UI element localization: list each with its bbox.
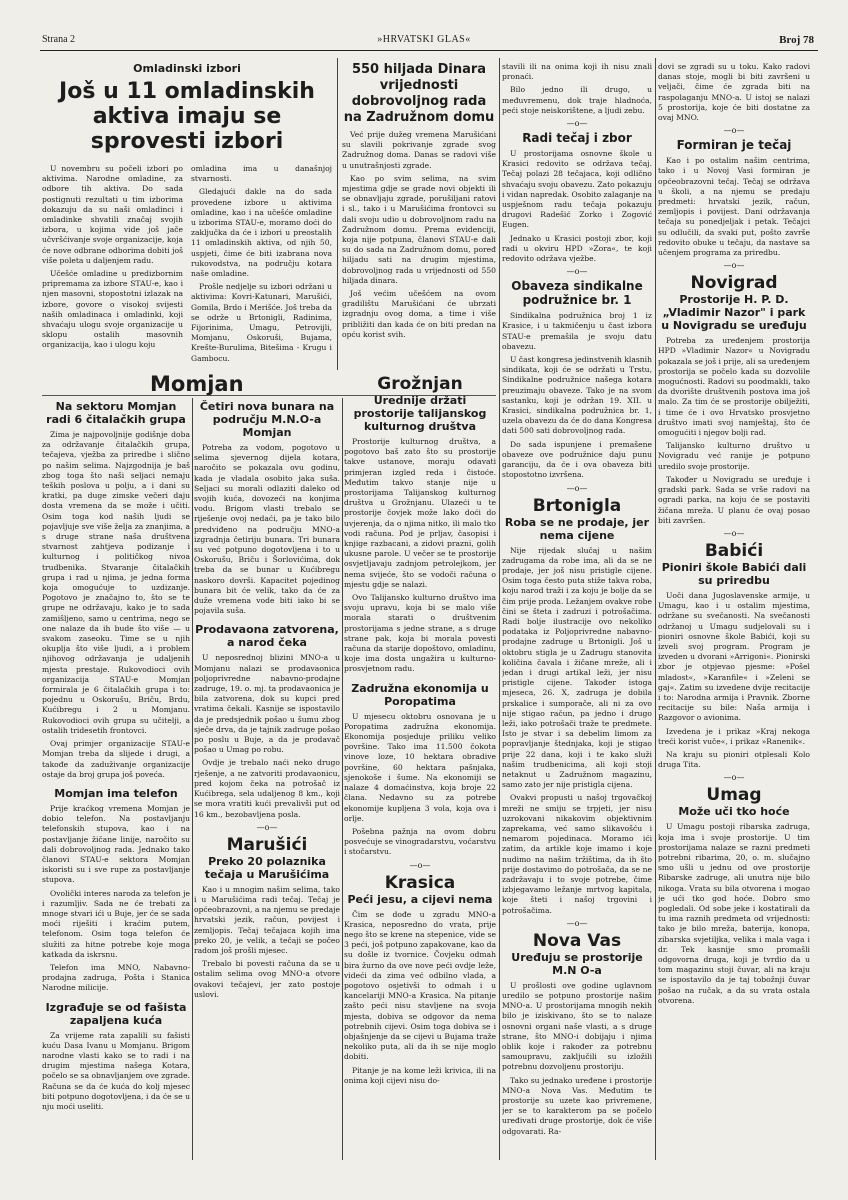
separator: —o— bbox=[256, 822, 278, 832]
omladinski-paragraph: Gledajući dakle na do sada provedene izbore u aktivima omladine, kao i na učešće omladine u izborima STAU-e, moramo doći do zaključka da će i izbori u preostalih 11 omladinskih aktiva, od njih 50, uspjeti, čime će biti izabrana nova rukovodstva, na području kotara naše omladine. bbox=[191, 187, 332, 279]
prodavaona-headline: Prodavaona zatvorena, a narod čeka bbox=[195, 623, 339, 650]
krasica-paragraph: Pitanje je na kome leži krivica, ili na onima koji cijevi nisu do- bbox=[344, 1065, 496, 1085]
telefon-paragraph: Telefon ima MNO, Nabavno-prodajna zadruga, Pošta i Stanica Narodne milicije. bbox=[42, 962, 190, 993]
column-rule bbox=[337, 58, 338, 370]
groznjan-headline: Urednije držati prostorije talijanskog kulturnog društva bbox=[353, 394, 487, 433]
groznjan-paragraph: Ovo Talijansko kulturno društvo ima svoju upravu, koja bi se malo više morala starati o društvenim prostorijama s jedne strane, a s druge strane pak, koja bi morala povesti računa da starije dopoštovo, omladinu, koje ima dosta ungažira u kulturno-prosvjetnom radu. bbox=[344, 593, 496, 674]
section-nova-vas: Nova Vas bbox=[532, 930, 622, 951]
babici-paragraph: Izvedena je i prikaz »Kraj nekoga treći korist vuče«, i prikaz »Ranenik«. bbox=[658, 726, 810, 746]
section-krasica: Krasica bbox=[384, 872, 456, 893]
formiran-paragraph: Kao i po ostalim našim centrima, tako i u Novoj Vasi formiran je općeobrazovni tečaj. Tečaj se održava u školi, a na njemu se predaju predmeti: hrvatski jezik, račun, zemljopis i povijest. Dani održavanja tečaja su ponedjeljak i petak. Tečajci su odlučili, da svaki put, pošto završe redovito obuke u tečaju, da nastave sa učenjem programa za priredbu. bbox=[658, 156, 810, 258]
section-babici: Babići bbox=[704, 540, 764, 561]
zadruzna-paragraph: Pošebna pažnja na ovom dobru posvećuje se vinogradarstvu, voćarstvu i stočarstvu. bbox=[344, 826, 496, 857]
column-rule bbox=[655, 58, 656, 1160]
prodavaona-paragraph: Ovdje je trebalo naći neko drugo rješenje, a ne zatvoriti prodavaonicu, pred kojom čeka na potrošač iz Kućibrega, sela udaljenog 8 km., koji se mora vratiti kući prevalivši put od 16 km., bezobavljena posla. bbox=[194, 758, 340, 819]
dinara-paragraph: Već prije dužeg vremena Marušićani su slavili pokrivanje zgrade svog Zadružnog doma. Danas se radovi više u unutrašnjosti zgrade. bbox=[342, 130, 496, 170]
novavas-headline: Uređuju se prostorije M.N O-a bbox=[511, 950, 643, 977]
telefon-paragraph: Ovolički interes naroda za telefon je i razumljiv. Sada ne će trebati za mnoge stvari ići u Buje, jer će se sada moći riješiti i kraćim putem, telefonom. Osim toga telefon će služiti za hitne potrebe koje moga katkada da iskrsnu. bbox=[42, 888, 190, 959]
krasica-continued: stavili ili na onima koji ih nisu znali pronaći. bbox=[502, 62, 652, 82]
krasica-headline: Peći jesu, a cijevi nema bbox=[347, 892, 493, 906]
babici-paragraph: Uoči dana Jugoslavenske armije, u Umagu, kao i u ostalim mjestima, održane su svečanosti. Na svečanosti održanoj u Umagu sudjelovali su i pioniri osnovne škole Babići, koji su izveli svoj program. Program je izveden u dvorani »Arrigoni«. Pionirski zbor je otpjevao pjesme: »Pošel mladost«, »Karanfile« i »Zeleni se gaj«. Zatim su izvedene dvije recitacije i to: Narodna armija i Pravnik. Zborne recitacije su bile: Naša armija i Razgovor o avionima. bbox=[658, 590, 810, 723]
cetiri-headline: Četiri nova bunara na području M.N.O-a Momjan bbox=[199, 400, 335, 439]
brtonigla-paragraph: Nije rijedak slučaj u našim zadrugama da robe ima, ali da se ne prodaje, jer još nisu pristigle cijene. Osim toga često puta stiže takva roba, koju narod traži i za koju je bolje da se čim prije proda. Ležanjem ovakve robe čini se šteta i zadruzi i potrošačima. Radi bolje ilustracije ovo nekoliko podataka iz Poljoprivredne nabavno-prodajne zadruge u Brtonigli. Još u oktobru stigla je u Zadrugu stanovita količina čavala i žičane mreže, ali i jedan i drugi artikal leži, jer nisu pristigle cijene. Također istoga mjeseca, 26. X, zadruga je dobila prskalice i sumporače, ali ni za ovo nije stigao račun, pa jedno i drugo leži, iako potrošači traže te predmete. Isto je stvar i sa debelim limom za popravljanje štednjaka, koji je stigao prije 22 dana, koji i te kako služi našim trudbenicima, ali koji stoji netaknut u Zadružnom magazinu, samo zato jer nije pristigla cijena. bbox=[502, 545, 652, 790]
telefon-paragraph: Prije kraćkog vremena Momjan je dobio telefon. Na postavljanju telefonskih stupova, kao i na postavljanje žičane linije, naročito su dali dobrovoljnog rada. Jednako tako članovi STAU-e sektora Momjan iskoristi su i sve rupe za postavljanje stupova. bbox=[42, 803, 190, 885]
omladinski-paragraph: U novembru su počeli izbori po aktivima. Narodne omladine, za odbore tih aktiva. Do sada postignuti rezultati u tim izborima dokazuju da su naši omladinci i omladinke shvatili značaj svojih izbora, u kojima vide još jače učvršćivanje svoje organizacije, koja će nove odbrane odborima dobiti još više poleta u daljenjem radu. bbox=[42, 164, 183, 265]
brtonigla-headline: Roba se ne prodaje, jer nema cijene bbox=[504, 515, 650, 542]
section-umag: Umag bbox=[706, 785, 762, 806]
column-rule bbox=[499, 58, 500, 1160]
umag-paragraph: U Umagu postoji ribarska zadruga, koja ima i svoje prostorije. U tim prostorijama nalaze se razni predmeti potrebni ribarima, 20, o. m. slučajno smo ušli u jednu od ove prostorije Ribarske zadruge, ali unutra nije bilo nikoga. Vrata su bila otvorena i mogao je ući tko god hoće. Dobro smo pogledali. Od sobe jeke i kostatirali da tu ima raznih predmeta od vrijednosti: tako je bilo mreža, baterija, konopa, zibarska svjetiljka, velika i mala vaga i dr. Tek kasnije smo promašli odgovorna druga, koji je tvrdio da u tom magazinu stoji čuvar, ali na kraju se ispostavilo da je taj tobožnji čuvar pošao na ručak, a da su vrata ostala otvorena. bbox=[658, 822, 810, 1005]
section-momjan: Momjan bbox=[150, 372, 244, 396]
sektor-paragraph: Ovaj primjer organizacije STAU-e Momjan treba da slijede i drugi, a takođe da zaduživanje organizacije ostaje da broj grupa još poveća. bbox=[42, 739, 190, 779]
separator: —o— bbox=[723, 773, 745, 783]
novavas-paragraph: U prošlosti ove godine uglavnom uredilo se potpuno prostorije našim MNO-a. U prostorijama mnogih nekih bilo je iziskivano, što se to nalaze osnovni organi naše vlasti, a s druge strane, što MNO-i dobijaju i njima oblik koje i rakođer za potrebnu samoupravu, zaključili su izložili potrebnu dozvoljenu prostoriju. bbox=[502, 980, 652, 1072]
brtonigla-column bbox=[502, 62, 652, 1160]
page-header bbox=[0, 30, 848, 50]
novavas-paragraph: Tako su jednako uređene i prostorije MNO-a Nova Vas. Međutim te prostorije su uzete kao privremene, jer se to karakterom pa se počelo uređivati druge prostorije, dok će više odgovarati. Ra- bbox=[502, 1075, 652, 1136]
dinara-paragraph: Kao po svim selima, na svim mjestima gdje se grade novi objekti ili se obnavljaju zgrade, porušiljani ratovi i sl., tako i u Marušićima frontovci su dali svoju udio u dobrovoljnom radu na Zadružnom domu. Prema evidenciji, koja nije potpuna, članovi STAU-e dali su do sada na Zadružnom domu, poređ hiljadu sati na drugim mjestima, dobrovoljnog rada u vrijednosti od 550 hiljada dinara. bbox=[342, 173, 496, 285]
groznjan-paragraph: Prostorije kulturnog društva, a pogotovo baš zato što su prostorije takve ustanove, moraju odavati primjeran izgled reda i čistoće. Međutim takvo stanje nije u prostorijama Talijanskog kulturnog društva u Grožnjanu. Ulazeći u te prostorije čovjek može lako doći do uvjerenja, da o njima nitko, ili malo tko vodi računa. Pod je prljav, časopisi i knjige razbacani, a zidovi prazni, golih ukusne parole. U večer se te prostorije osvjetljavaju zadnjom petrolejkom, jer nema svijeće, što se vodoči računa o mjestu gdje se nalazi. bbox=[344, 437, 496, 589]
momjan-column bbox=[42, 400, 190, 1160]
dinara-article bbox=[342, 62, 496, 370]
omladinski-headline: Još u 11 omladinskih aktiva imaju se sprovesti izbori bbox=[59, 79, 315, 154]
novigrad-paragraph: Također u Novigradu se uređuje i gradski park. Sada se vrše radovi na ogradi parka, na koju će se postaviti žičana mreža. U planu će ovaj posao biti završen. bbox=[658, 474, 810, 525]
obaveza-headline: Obaveza sindikalne podružnice br. 1 bbox=[511, 279, 643, 308]
obaveza-paragraph: Sindikalna podružnica broj 1 iz Krasice, i u takmičenju u čast izbora STAU-e premašila je svoju datu obavezu. bbox=[502, 311, 652, 351]
izgradnja-paragraph: Za vrijeme rata zapalili su fašisti kuću Dasa Ivanu u Momjanu. Brigom narodne vlasti kako se to radi i na drugim mjestima našega Kotara, počelo se sa obnavljanjem ove zgrade. Računa se da će kuća do kolj mjesec biti potpuno dogotovljena, i da će se u nju moći useliti. bbox=[42, 1030, 190, 1111]
prodavaona-paragraph: U neposrednoj blizini MNO-a u Momjanu nalazi se prodavaonica poljoprivredne nabavno-prodajne zadruge, 19. o. mj. ta prodavaonica je bila zatvorena, dok su kupci pred vratima čekali. Kasnije se ispostavilo da je predsjednik pošao u šumu zbog sječe drva, da je tajnik zadruge pošao po poslu u Buje, a da je prodavač pošao u Umag po robu. bbox=[194, 653, 340, 755]
krasica-paragraph: Čim se dođe u zgradu MNO-a Krasica, neposredno do vrata, prije nego što se krene na stepenice, vide se 3 peći, još potpuno zapakovane, kao da su došle iz tvornice. Čovjeku odmah bira žurno da ove nove peći ovdje leže, videći da zima već odbilno vlada, a pogotovo osjetivši to odmah i u kancelariji MNO-a Krasica. Na pitanje zašto peći nisu stavljene na svoja mjesta, dobiva se odgovor da nema potrebnih cijevi. Osim toga dobiva se i objašnjenje da se cijevi u Bujama traže nekoliko puta, ali da ih se nije moglo dobiti. bbox=[344, 909, 496, 1062]
novavas-continued: dovi se zgradi su u toku. Kako radovi danas stoje, mogli bi biti završeni u veljači, čime će zgrada biti na raspolaganju MNO-a. U istoj se nalazi 5 prostorija, koje će biti dostatne za ovaj MNO. bbox=[658, 62, 810, 123]
page-number: Strana 2 bbox=[42, 34, 76, 45]
obaveza-paragraph: U čast kongresa jedinstvenih klasnih sindikata, koji će se održati u Trstu, Sindikalne podružnice našega kotara preuzimaju obaveze. Tako je na svom sastanku, koji je održan 19. XII. u Krasici, sindikalna podružnica br. 1, uzela obavezu da će do dana Kongresa dati 500 sati dobrovoljnog rada. bbox=[502, 355, 652, 436]
section-groznjan: Grožnjan bbox=[377, 374, 463, 394]
zadruzna-headline: Zadružna ekonomija u Poropatima bbox=[351, 681, 489, 708]
header-rule bbox=[40, 50, 818, 51]
izgradnja-headline: Izgrađuje se od fašista zapaljena kuća bbox=[45, 1000, 187, 1027]
column-rule bbox=[342, 398, 343, 1160]
novigrad-column bbox=[658, 62, 810, 1160]
dinara-paragraph: Još većim učešćem na ovom gradilištu Marušićani će ubrzati izgradnju ovog doma, a time i više približiti dan kada će on biti predan na opću korist svih. bbox=[342, 289, 496, 339]
separator: —o— bbox=[723, 528, 745, 538]
novigrad-paragraph: Potreba za uređenjem prostorija HPD »Vladimir Nazor« u Novigradu pokazala se još i prije, ali sa uređenjem prostorija se počelo kada su dozvolile mogućnosti. Radovi su poodmakli, tako da dvorište društvenih postova ima još malo. Za tim će se prostorije obilježiti, i time će i ovo Hrvatsko prosvjetno društvo imati svoj namještaj, što će omogućiti i njegov bolji rad. bbox=[658, 336, 810, 438]
brtonigla-paragraph: Ovakvi propusti u našoj trgovačkoj mreži ne smiju se trpjeti, jer nisu uzrokovani nikakovim objektivnim zaprekama, već samo slikavošću i nemarom pojedinaca. Moramo ići zatim, da artikle koje imamo i koje nudimo na našim tržištima, da ih što prije dostavimo do potrošača, da se ne zadržavaju i to svoje potrebe, čime izbjegavamo ležanje mrtvog kapitala, koje šteti i našoj trgovini i potrošačima. bbox=[502, 793, 652, 915]
separator: —o— bbox=[409, 860, 431, 870]
novigrad-headline: Prostorije H. P. D. „Vladimir Nazor" i park u Novigradu se uređuju bbox=[661, 293, 807, 333]
separator: —o— bbox=[566, 483, 588, 493]
groznjan-column bbox=[344, 374, 496, 1160]
obaveza-paragraph: Do sada ispunjene i premašene obaveze ove podružnice daju punu garanciju, da će i ova obaveza biti stopostotno izvršena. bbox=[502, 439, 652, 480]
krasica-continued: Bilo jedno ili drugo, u međuvremenu, dok traje hladnoća, peći stoje neiskorištene, a ljudi zebu. bbox=[502, 85, 652, 115]
babici-paragraph: Na kraju su pioniri otplesali Kolo druga Tita. bbox=[658, 749, 810, 770]
issue-number: Broj 78 bbox=[779, 34, 814, 46]
radi-paragraph: U prostorijama osnovne škole u Krasici redovito se održava tečaj. Tečaj polazi 28 tečajaca, koji odlično shvaćaju svoju obavezu. Zato pokazuju i vidan napredak. Osobito zalaganje na uspješnom radu tečaja pokazuju drugovi Radešić Zorko i Zogović Eugen. bbox=[502, 149, 652, 230]
omladinski-paragraph: Prošle nedjelje su izbori održani u aktivima: Kovri-Katunari, Marušići, Gomila, Brdo i Merišće. Još treba da se održe u Brtonigli, Radinima, Fijorinima, Umagu, Petrovijli, Momjanu, Oskoruši, Bujama, Krešte-Burulima, Bitešima - Krugu i Gambocu. bbox=[191, 282, 332, 363]
section-brtonigla: Brtonigla bbox=[532, 495, 622, 516]
marusici-headline: Preko 20 polaznika tečaja u Marušićima bbox=[204, 854, 330, 881]
sektor-headline: Na sektoru Momjan radi 6 čitalačkih grupa bbox=[46, 400, 186, 426]
radi-headline: Radi tečaj i zbor bbox=[522, 131, 632, 146]
section-novigrad: Novigrad bbox=[690, 273, 778, 294]
formiran-headline: Formiran je tečaj bbox=[676, 138, 792, 153]
umag-headline: Može uči tko hoće bbox=[678, 805, 790, 819]
section-marusici: Marušići bbox=[226, 834, 308, 855]
column-rule bbox=[192, 398, 193, 1160]
cetiri-column bbox=[194, 400, 340, 1160]
telefon-headline: Momjan ima telefon bbox=[54, 786, 178, 800]
cetiri-paragraph: Potreba za vodom, pogotovo u selima sjevernog dijela kotara, naročito se pokazala ovu godinu, kada je vladala osobito jaka suša. Seljaci su morali odlaziti daleko od svojih kuća, dovozeći na konjima vodu. Brigom vlasti trebalo se riješenje ovoj nedaći, pa je tako bilo predviđeno na području MNO-a izgradnja četiriju bunara. Tri bunara su već potpuno dogotovljena i to u Oskorušu, Briču i Šorlovićima, dok treba da se bunar u Kućibregu naskoro dovrši. Kapacitet pojedinog bunara bit će velik, tako da će za duže vremena vode biti iako bi se pojavila suša. bbox=[194, 443, 340, 616]
babici-headline: Pioniri škole Babići dali su priredbu bbox=[661, 560, 807, 587]
omladinski-paragraph: Učešće omladine u predizbornim pripremama za izbore STAU-e, kao i njen masovni, stopostotni izlazak na izbore, govore o visokoj svijesti naših omladinaca i omladinki, koji shvaćaju ulogu svoje organizacije u sklopu ostalih masovnih organizacija, kao i ulogu koju bbox=[42, 269, 183, 350]
radi-paragraph: Jednako u Krasici postoji zbor, koji radi u okviru HPD »Zora«, te koji redovito održava vježbe. bbox=[502, 233, 652, 264]
marusici-paragraph: Kao i u mnogim našim selima, tako i u Marušićima radi tečaj. Tečaj je općeobrazovni, a na njemu se predaje hrvatski jezik, račun, povijest i zemljopis. Tečaj tečajaca kojih ima preko 20, je velik, a tečaji se počeo radom još prošli mjesec. bbox=[194, 884, 340, 955]
separator: —o— bbox=[723, 261, 745, 271]
omladinski-kicker: Omladinski izbori bbox=[133, 62, 241, 75]
omladinski-article bbox=[42, 62, 332, 370]
separator: —o— bbox=[566, 918, 588, 928]
zadruzna-paragraph: U mjesecu oktobru osnovana je u Poropatima zadružna ekonomija. Ekonomija posjeduje priliku veliko površine. Tako ima 11.500 čokota vinove loze, 10 hektara obradive površine, 60 hektara pašnjaka, sjenokoše i šume. Na ekonomiji se nalaze 4 domaćinstva, koja broje 22 člana. Nedavno su za potrebe ekonomije kupljena 3 vola, koja ova i orlje. bbox=[344, 711, 496, 823]
separator: —o— bbox=[723, 126, 745, 136]
masthead-title: »HRVATSKI GLAS« bbox=[377, 34, 471, 45]
separator: —o— bbox=[566, 119, 588, 129]
sektor-paragraph: Zima je najpovoljnije godišnje doba za održavanje čitalačkih grupa, tečajeva, vježba za priredbe i slično po našim selima. Najzgodnija je baš zbog toga što naši seljaci nemaju teških poslova u polju, a i dani su kratki, pa duge zimske večeri daju dosta vremena da se može i učiti. Osim toga kod naših ljudi se pojavljuje sve više želja za znanjima, a s druge strane naša društvena stvarnost zahtjeva podizanje i kulturnog i političkog nivoa trudbenika. Stvaranje čitalačkih grupa i rad u njima, je jedna forma koja omogućuje to uzdizanje. Pogotovo je značajno to, što se te grupe ne održavaju, kako je to sada zamišljeno, samo u centrima, nego se one nalaze da ih bude što više — u svakom zaseoku. Time se u njih okuplja što više ljudi, a i problem njihovog održavanja je udaljenih mjesta prestaje. Rukovodioci ovih organizacija STAU-e Momjan formirala je 6 čitalačkih grupa i to: pojednu u Oskorušu, Briču, Brdu, Kućibregu i 2 u Momjanu. Rukovodioci ovih grupa su učitelji, a ostalih tridesetih frontovci. bbox=[42, 430, 190, 735]
novigrad-paragraph: Talijansko kulturno društvo u Novigradu već ranije je potpuno uredilo svoje prostorije. bbox=[658, 441, 810, 471]
marusici-paragraph: Trebalo bi povesti računa da se u ostalim selima ovog MNO-a otvore ovakovi tečajevi, jer zato postoje uslovi. bbox=[194, 959, 340, 999]
dinara-headline: 550 hiljada Dinara vrijednosti dobrovoljnog rada na Zadružnom domu bbox=[343, 62, 495, 125]
omladinski-paragraph: omladina ima u današnjoj stvarnosti. bbox=[191, 164, 332, 184]
separator: —o— bbox=[566, 267, 588, 277]
